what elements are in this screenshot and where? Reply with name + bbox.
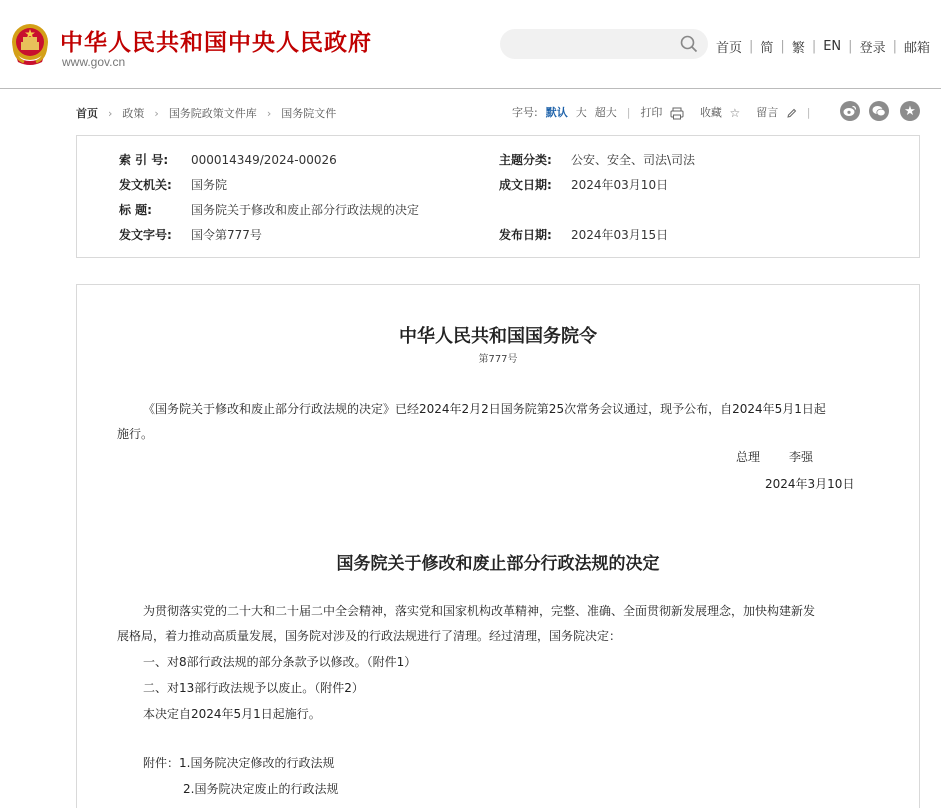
info-written-date-value: 2024年03月10日 (571, 178, 669, 192)
decision-item-2: 二、对13部行政法规予以废止。（附件2） (143, 681, 364, 695)
font-size-large[interactable]: 大 (575, 106, 587, 119)
signer-title: 总理 (736, 450, 761, 464)
print-label: 打印 (640, 106, 663, 119)
decision-title: 国务院关于修改和废止部分行政法规的决定 (336, 554, 660, 574)
info-doc-no-value: 国令第777号 (191, 228, 262, 242)
breadcrumb-state-council-docs[interactable]: 国务院文件 (281, 107, 337, 120)
nav-english[interactable]: EN (823, 39, 842, 54)
info-doc-no-row (119, 226, 262, 243)
font-size-xlarge[interactable]: 超大 (594, 106, 617, 119)
attachment-1-link[interactable]: 附件：1.国务院决定修改的行政法规 (143, 756, 335, 770)
site-header (0, 0, 941, 89)
document-info-box (76, 135, 920, 258)
order-number: 第777号 (478, 354, 518, 365)
nav-separator: | (780, 39, 785, 54)
nav-separator: | (848, 39, 853, 54)
print-button[interactable] (640, 104, 684, 120)
site-domain: www.gov.cn (62, 55, 126, 69)
nav-separator: | (892, 39, 897, 54)
national-emblem-icon[interactable] (10, 22, 50, 68)
info-publish-date-value: 2024年03月15日 (571, 228, 669, 242)
info-written-date-row (499, 176, 668, 193)
font-size-default[interactable]: 默认 (545, 106, 568, 119)
tool-separator: | (626, 105, 631, 119)
info-publish-date-row (499, 226, 668, 243)
pencil-icon (786, 108, 797, 119)
page-tools (512, 104, 820, 120)
nav-login[interactable]: 登录 (859, 41, 886, 56)
info-issuer-value: 国务院 (191, 178, 228, 192)
effective-date-line: 本决定自2024年5月1日起施行。 (143, 707, 321, 721)
info-issuer-row (119, 176, 227, 193)
document-content (76, 284, 920, 808)
order-paragraph-line1: 《国务院关于修改和废止部分行政法规的决定》已经2024年2月2日国务院第25次常务会议通过，现予公布，自2024年5月1日起 (143, 402, 826, 416)
breadcrumb-home[interactable]: 首页 (76, 107, 98, 120)
nav-home[interactable]: 首页 (716, 41, 743, 56)
decision-paragraph-line2: 展格局，着力推动高质量发展，国务院对涉及的行政法规进行了清理。经过清理，国务院决定： (117, 629, 622, 643)
font-size-label: 字号: (512, 106, 538, 119)
nav-traditional[interactable]: 繁 (791, 41, 805, 56)
info-title-label: 标 题: (119, 203, 152, 217)
info-category-row (499, 151, 695, 168)
weibo-icon[interactable] (840, 101, 860, 121)
header-divider (0, 88, 941, 89)
search-input[interactable] (500, 29, 708, 59)
nav-simplified[interactable]: 简 (760, 41, 774, 56)
info-written-date-label: 成文日期: (499, 178, 552, 192)
chevron-right-icon: › (108, 106, 113, 120)
search-icon[interactable] (680, 35, 698, 53)
info-doc-no-label: 发文字号: (119, 228, 172, 242)
favorite-star-icon[interactable]: ★ (900, 101, 920, 121)
attachment-2-link[interactable]: 2.国务院决定废止的行政法规 (183, 782, 339, 796)
chevron-right-icon: › (154, 106, 159, 120)
wechat-icon[interactable] (869, 101, 889, 121)
info-issuer-label: 发文机关: (119, 178, 172, 192)
nav-separator: | (749, 39, 754, 54)
info-index-value: 000014349/2024-00026 (191, 153, 337, 167)
nav-mail[interactable]: 邮箱 (903, 41, 930, 56)
breadcrumb-policy-library[interactable]: 国务院政策文件库 (168, 107, 257, 120)
info-title-value: 国务院关于修改和废止部分行政法规的决定 (191, 203, 420, 217)
order-title: 中华人民共和国国务院令 (399, 326, 597, 347)
info-index-label: 索 引 号: (119, 153, 169, 167)
top-nav (716, 37, 930, 56)
comment-button[interactable] (756, 104, 797, 120)
star-outline-icon: ☆ (729, 106, 741, 120)
breadcrumb (76, 105, 336, 121)
nav-separator: | (811, 39, 817, 54)
signer-name: 李强 (789, 450, 814, 464)
breadcrumb-policy[interactable]: 政策 (122, 107, 145, 120)
info-index-row (119, 151, 337, 168)
comment-label: 留言 (756, 106, 779, 119)
info-category-value: 公安、安全、司法\司法 (571, 153, 696, 167)
site-title[interactable]: 中华人民共和国中央人民政府 (60, 30, 372, 56)
info-title-row (119, 201, 419, 218)
tool-separator: | (806, 105, 811, 119)
info-category-label: 主题分类: (499, 153, 552, 167)
order-paragraph-line2: 施行。 (117, 427, 154, 441)
favorite-label: 收藏 (699, 106, 722, 119)
decision-paragraph-line1: 为贯彻落实党的二十大和二十届二中全会精神，落实党和国家机构改革精神，完整、准确、全面贯彻新发展理念，加快构建新发 (143, 604, 816, 618)
sign-date: 2024年3月10日 (765, 477, 855, 491)
favorite-button[interactable] (700, 104, 740, 120)
chevron-right-icon: › (266, 106, 272, 120)
printer-icon (670, 107, 684, 120)
info-publish-date-label: 发布日期: (499, 228, 552, 242)
decision-item-1: 一、对8部行政法规的部分条款予以修改。（附件1） (143, 655, 417, 669)
